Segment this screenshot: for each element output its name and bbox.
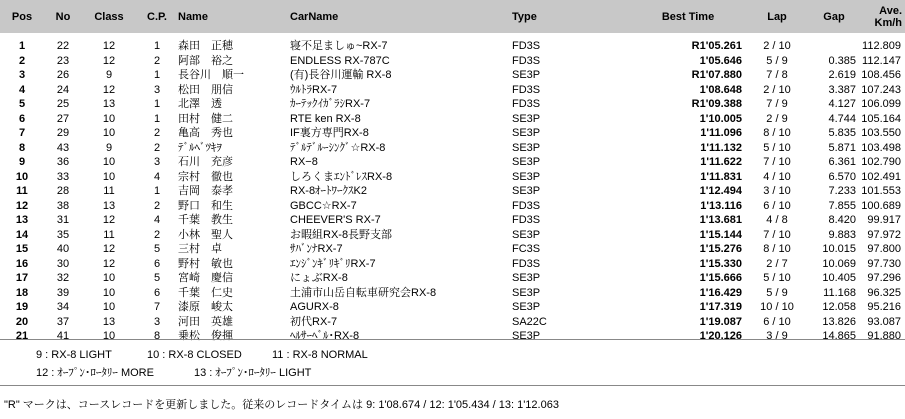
cell-ave: 97.296 [867, 272, 901, 285]
cell-gap: 12.058 [822, 301, 856, 314]
cell-best-time: 1'10.005 [699, 112, 742, 125]
cell-lap: 6 / 10 [763, 199, 791, 212]
cell-cp: 5 [153, 243, 161, 256]
cell-type: FD3S [512, 83, 541, 96]
col-class: Class [82, 0, 136, 33]
cell-cp: 1 [153, 112, 161, 125]
cell-no: 27 [56, 112, 70, 125]
legend-class-12: 12 : ｵｰﾌﾟﾝ･ﾛｰﾀﾘｰ MORE [36, 367, 154, 379]
col-carname: CarName [290, 0, 512, 33]
cell-ave: 102.491 [861, 170, 901, 183]
cell-pos: 6 [18, 112, 26, 125]
cell-no: 32 [56, 272, 70, 285]
cell-ave: 105.164 [861, 112, 901, 125]
cell-lap: 5 / 9 [766, 286, 788, 299]
cell-ave: 112.809 [862, 40, 901, 53]
cell-name: 野村 敏也 [178, 257, 233, 270]
cell-cp: 3 [153, 83, 161, 96]
cell-no: 30 [56, 257, 70, 270]
table-row [0, 83, 905, 98]
cell-class: 13 [102, 98, 116, 111]
class-legend [0, 339, 905, 386]
cell-ave: 112.147 [862, 54, 901, 67]
cell-ave: 96.325 [867, 286, 901, 299]
cell-gap: 0.385 [828, 54, 856, 67]
cell-ave: 95.216 [867, 301, 901, 314]
cell-gap: 8.420 [828, 214, 856, 227]
table-row [0, 97, 905, 112]
cell-lap: 5 / 9 [766, 54, 788, 67]
legend-class-10: 10 : RX-8 CLOSED [147, 349, 242, 361]
cell-no: 28 [56, 185, 70, 198]
cell-type: SE3P [512, 330, 541, 343]
cell-no: 31 [56, 214, 70, 227]
col-no: No [44, 0, 82, 33]
cell-cp: 2 [153, 228, 161, 241]
cell-type: SE3P [512, 301, 541, 314]
cell-best-time: 1'15.330 [699, 257, 742, 270]
cell-carname: ｶｰﾃｯｸｲｶﾞﾗｼRX-7 [290, 98, 371, 111]
table-row [0, 300, 905, 315]
legend-class-11: 11 : RX-8 NORMAL [272, 349, 368, 361]
cell-gap: 2.619 [828, 69, 856, 82]
cell-ave: 103.498 [861, 141, 901, 154]
cell-gap: 10.015 [822, 243, 856, 256]
cell-class: 9 [105, 69, 113, 82]
cell-carname: RX−8 [290, 156, 318, 169]
cell-pos: 14 [15, 228, 29, 241]
table-row [0, 112, 905, 127]
cell-lap: 7 / 9 [766, 98, 788, 111]
table-row [0, 126, 905, 141]
cell-cp: 4 [153, 214, 161, 227]
table-row [0, 228, 905, 243]
cell-pos: 7 [18, 127, 26, 140]
cell-gap: 3.387 [828, 83, 856, 96]
cell-class: 9 [105, 141, 113, 154]
table-row [0, 271, 905, 286]
table-row [0, 141, 905, 156]
cell-name: 阿部 裕之 [178, 54, 233, 67]
cell-lap: 4 / 8 [766, 214, 788, 227]
cell-ave: 106.099 [861, 98, 901, 111]
cell-cp: 1 [153, 185, 161, 198]
cell-lap: 4 / 10 [763, 170, 791, 183]
cell-ave: 97.730 [867, 257, 901, 270]
cell-lap: 8 / 10 [763, 243, 791, 256]
cell-cp: 2 [153, 127, 161, 140]
cell-gap: 14.865 [822, 330, 856, 343]
cell-ave: 91.880 [867, 330, 901, 343]
cell-class: 10 [102, 301, 116, 314]
cell-class: 10 [102, 330, 116, 343]
cell-lap: 7 / 10 [763, 156, 791, 169]
cell-pos: 2 [18, 54, 26, 67]
cell-carname: RTE ken RX-8 [290, 112, 361, 125]
cell-name: 亀高 秀也 [178, 127, 233, 140]
cell-type: SE3P [512, 156, 541, 169]
cell-type: SE3P [512, 272, 541, 285]
cell-name: ﾃﾞﾙﾍﾞﾂｷｦ [178, 141, 222, 154]
table-row [0, 170, 905, 185]
cell-class: 12 [102, 243, 116, 256]
cell-name: 宗村 徹也 [178, 170, 233, 183]
cell-name: 長谷川 順一 [178, 69, 244, 82]
cell-lap: 5 / 10 [763, 272, 791, 285]
cell-cp: 2 [153, 199, 161, 212]
cell-class: 10 [102, 112, 116, 125]
cell-name: 松田 朋信 [178, 83, 233, 96]
cell-no: 24 [56, 83, 70, 96]
col-cp: C.P. [136, 0, 178, 33]
cell-carname: GBCC☆RX-7 [290, 199, 357, 212]
cell-name: 千葉 仁史 [178, 286, 233, 299]
cell-best-time: 1'11.132 [700, 141, 742, 154]
cell-lap: 5 / 10 [763, 141, 791, 154]
cell-carname: ｻﾊﾞﾝﾅRX-7 [290, 243, 343, 256]
cell-type: SE3P [512, 69, 541, 82]
cell-best-time: 1'08.648 [699, 83, 742, 96]
cell-best-time: 1'12.494 [699, 185, 742, 198]
cell-carname: 土浦市山岳自転車研究会RX-8 [290, 286, 437, 299]
cell-type: FC3S [512, 243, 541, 256]
cell-lap: 2 / 10 [763, 40, 791, 53]
cell-gap: 13.826 [822, 315, 856, 328]
cell-gap: 10.069 [822, 257, 856, 270]
cell-gap: 11.168 [823, 286, 856, 299]
cell-cp: 6 [153, 286, 161, 299]
cell-lap: 7 / 10 [763, 228, 791, 241]
cell-best-time: 1'15.144 [699, 228, 742, 241]
cell-cp: 4 [153, 170, 161, 183]
cell-type: FD3S [512, 98, 541, 111]
cell-no: 35 [56, 228, 70, 241]
cell-ave: 103.550 [861, 127, 901, 140]
cell-pos: 21 [15, 330, 29, 343]
cell-no: 36 [56, 156, 70, 169]
cell-no: 26 [56, 69, 70, 82]
cell-ave: 93.087 [867, 315, 901, 328]
cell-best-time: 1'20.126 [699, 330, 742, 343]
cell-carname: RX-8ｵｰﾄﾜｰｸｽK2 [290, 185, 368, 198]
cell-name: 河田 英雄 [178, 315, 233, 328]
cell-best-time: R1'07.880 [691, 69, 742, 82]
col-type: Type [512, 0, 630, 33]
col-best-time: Best Time [630, 0, 746, 33]
cell-pos: 17 [15, 272, 29, 285]
cell-name: 北澤 透 [178, 98, 222, 111]
table-row [0, 33, 905, 54]
table-row [0, 54, 905, 69]
cell-no: 25 [56, 98, 70, 111]
cell-ave: 102.790 [861, 156, 901, 169]
cell-best-time: 1'16.429 [699, 286, 742, 299]
table-row [0, 199, 905, 214]
cell-class: 12 [102, 54, 116, 67]
table-row [0, 155, 905, 170]
cell-type: FD3S [512, 214, 541, 227]
cell-no: 40 [56, 243, 70, 256]
cell-no: 29 [56, 127, 70, 140]
cell-type: SE3P [512, 185, 541, 198]
cell-carname: ﾃﾞﾙﾃﾞﾙｰｼﾝｸﾞ☆RX-8 [290, 141, 386, 154]
cell-carname: ｳﾙﾄﾗRX-7 [290, 83, 338, 96]
cell-type: SE3P [512, 141, 541, 154]
cell-name: 石川 充彦 [178, 156, 233, 169]
cell-type: SE3P [512, 228, 541, 241]
cell-ave: 108.456 [861, 69, 901, 82]
cell-type: FD3S [512, 54, 541, 67]
cell-ave: 101.553 [861, 185, 901, 198]
cell-best-time: 1'15.276 [699, 243, 742, 256]
cell-cp: 8 [153, 330, 161, 343]
cell-best-time: 1'11.831 [700, 170, 742, 183]
cell-type: FD3S [512, 40, 541, 53]
cell-pos: 8 [18, 141, 26, 154]
cell-carname: CHEEVER'S RX-7 [290, 214, 381, 227]
cell-carname: 寝不足ましゅ~RX-7 [290, 40, 388, 53]
cell-gap: 5.835 [828, 127, 856, 140]
table-row [0, 315, 905, 330]
cell-cp: 6 [153, 257, 161, 270]
table-row [0, 257, 905, 272]
cell-lap: 2 / 10 [763, 83, 791, 96]
cell-gap: 4.744 [828, 112, 856, 125]
cell-cp: 3 [153, 156, 161, 169]
cell-class: 12 [102, 214, 116, 227]
cell-class: 13 [102, 315, 116, 328]
cell-lap: 10 / 10 [760, 301, 794, 314]
cell-class: 13 [102, 199, 116, 212]
cell-class: 12 [102, 83, 116, 96]
col-gap: Gap [808, 0, 860, 33]
cell-best-time: 1'11.622 [700, 156, 742, 169]
cell-gap [808, 33, 860, 54]
cell-class: 10 [102, 286, 116, 299]
cell-cp: 5 [153, 272, 161, 285]
cell-lap: 2 / 7 [766, 257, 788, 270]
cell-carname: 初代RX-7 [290, 315, 338, 328]
cell-type: SE3P [512, 112, 541, 125]
cell-best-time: R1'09.388 [691, 98, 742, 111]
cell-no: 33 [56, 170, 70, 183]
cell-type: FD3S [512, 199, 541, 212]
cell-best-time: R1'05.261 [691, 40, 742, 53]
cell-cp: 2 [153, 141, 161, 154]
table-row [0, 213, 905, 228]
cell-pos: 1 [18, 40, 26, 53]
cell-best-time: 1'11.096 [700, 127, 742, 140]
cell-name: 野口 和生 [178, 199, 233, 212]
cell-lap: 7 / 8 [766, 69, 788, 82]
cell-class: 12 [102, 257, 116, 270]
col-ave [860, 0, 905, 33]
cell-gap: 6.361 [828, 156, 856, 169]
cell-pos: 4 [18, 83, 26, 96]
cell-best-time: 1'17.319 [699, 301, 742, 314]
cell-type: SA22C [512, 315, 547, 328]
cell-class: 11 [103, 185, 115, 198]
cell-pos: 11 [16, 185, 28, 198]
cell-name: 三村 卓 [178, 243, 222, 256]
cell-best-time: 1'13.681 [699, 214, 742, 227]
cell-name: 田村 健二 [178, 112, 233, 125]
cell-type: SE3P [512, 127, 541, 140]
cell-gap: 7.855 [828, 199, 856, 212]
cell-carname: AGURX-8 [290, 301, 339, 314]
cell-cp: 2 [153, 54, 161, 67]
col-pos: Pos [0, 0, 44, 33]
cell-pos: 9 [18, 156, 26, 169]
cell-no: 38 [56, 199, 70, 212]
cell-lap: 3 / 9 [766, 330, 788, 343]
col-ave-line2: Km/h [874, 16, 902, 29]
cell-cp: 3 [153, 315, 161, 328]
cell-type: FD3S [512, 257, 541, 270]
cell-no: 39 [56, 286, 70, 299]
cell-pos: 18 [15, 286, 29, 299]
cell-class: 10 [102, 156, 116, 169]
header-row [0, 0, 905, 33]
cell-gap: 6.570 [828, 170, 856, 183]
cell-best-time: 1'19.087 [699, 315, 742, 328]
col-name: Name [178, 0, 290, 33]
cell-type: SE3P [512, 170, 541, 183]
cell-best-time: 1'05.646 [699, 54, 742, 67]
cell-gap: 9.883 [828, 228, 856, 241]
cell-pos: 20 [15, 315, 29, 328]
cell-lap: 6 / 10 [763, 315, 791, 328]
cell-name: 森田 正穂 [178, 40, 233, 53]
legend-class-9: 9 : RX-8 LIGHT [36, 349, 112, 361]
cell-carname: しろくまｴﾝﾄﾞﾚｽRX-8 [290, 170, 393, 183]
cell-ave: 100.689 [861, 199, 901, 212]
cell-no: 23 [56, 54, 70, 67]
cell-name: 漆原 峻太 [178, 301, 233, 314]
table-row [0, 184, 905, 199]
cell-no: 43 [56, 141, 70, 154]
cell-pos: 13 [15, 214, 29, 227]
cell-ave: 97.972 [867, 228, 901, 241]
cell-cp: 1 [153, 98, 161, 111]
cell-carname: にょぶRX-8 [290, 272, 348, 285]
legend-class-13: 13 : ｵｰﾌﾟﾝ･ﾛｰﾀﾘｰ LIGHT [194, 367, 312, 379]
cell-name: 吉岡 泰孝 [178, 185, 233, 198]
col-ave-line1: Ave. [879, 4, 902, 17]
cell-name: 小林 聖人 [178, 228, 233, 241]
cell-class: 10 [102, 170, 116, 183]
cell-lap: 2 / 9 [766, 112, 788, 125]
cell-carname: お暇組RX-8長野支部 [290, 228, 393, 241]
cell-carname: ﾍﾙｻｰﾍﾞﾙ･RX-8 [290, 330, 360, 343]
cell-carname: ｴﾝｼﾞﾝｷﾞﾘｷﾞﾘRX-7 [290, 257, 376, 270]
cell-pos: 16 [15, 257, 29, 270]
cell-no: 41 [56, 330, 70, 343]
cell-pos: 10 [15, 170, 29, 183]
cell-no: 37 [56, 315, 70, 328]
cell-name: 乗松 俊揮 [178, 330, 233, 343]
cell-ave: 107.243 [861, 83, 901, 96]
cell-best-time: 1'13.116 [700, 199, 742, 212]
cell-name: 宮崎 慶信 [178, 272, 233, 285]
cell-no: 34 [56, 301, 70, 314]
cell-no: 22 [56, 40, 70, 53]
cell-class: 11 [103, 228, 115, 241]
table-row [0, 286, 905, 301]
cell-pos: 15 [15, 243, 29, 256]
col-lap: Lap [746, 0, 808, 33]
cell-lap: 3 / 10 [763, 185, 791, 198]
cell-class: 12 [102, 40, 116, 53]
cell-carname: IF裏方専門RX-8 [290, 127, 369, 140]
cell-pos: 3 [18, 69, 26, 82]
cell-gap: 7.233 [828, 185, 856, 198]
cell-lap: 8 / 10 [763, 127, 791, 140]
cell-cp: 7 [153, 301, 161, 314]
cell-pos: 12 [15, 199, 29, 212]
cell-class: 10 [102, 127, 116, 140]
cell-ave: 99.917 [867, 214, 901, 227]
cell-ave: 97.800 [867, 243, 901, 256]
cell-name: 千葉 教生 [178, 214, 233, 227]
table-row [0, 68, 905, 83]
table-row [0, 242, 905, 257]
cell-cp: 1 [153, 69, 161, 82]
cell-gap: 10.405 [822, 272, 856, 285]
cell-class: 10 [102, 272, 116, 285]
record-note: "R" マークは、コースレコードを更新しました。従来のレコードタイムは 9: 1'08.674 / 12: 1'05.434 / 13: 1'12.063 [4, 399, 559, 411]
cell-type: SE3P [512, 286, 541, 299]
cell-carname: (有)長谷川運輸 RX-8 [290, 69, 392, 82]
cell-carname: ENDLESS RX-787C [290, 54, 390, 67]
cell-gap: 4.127 [828, 98, 856, 111]
cell-best-time: 1'15.666 [699, 272, 742, 285]
cell-pos: 19 [15, 301, 29, 314]
cell-cp: 1 [153, 40, 161, 53]
cell-gap: 5.871 [828, 141, 856, 154]
cell-pos: 5 [18, 98, 26, 111]
